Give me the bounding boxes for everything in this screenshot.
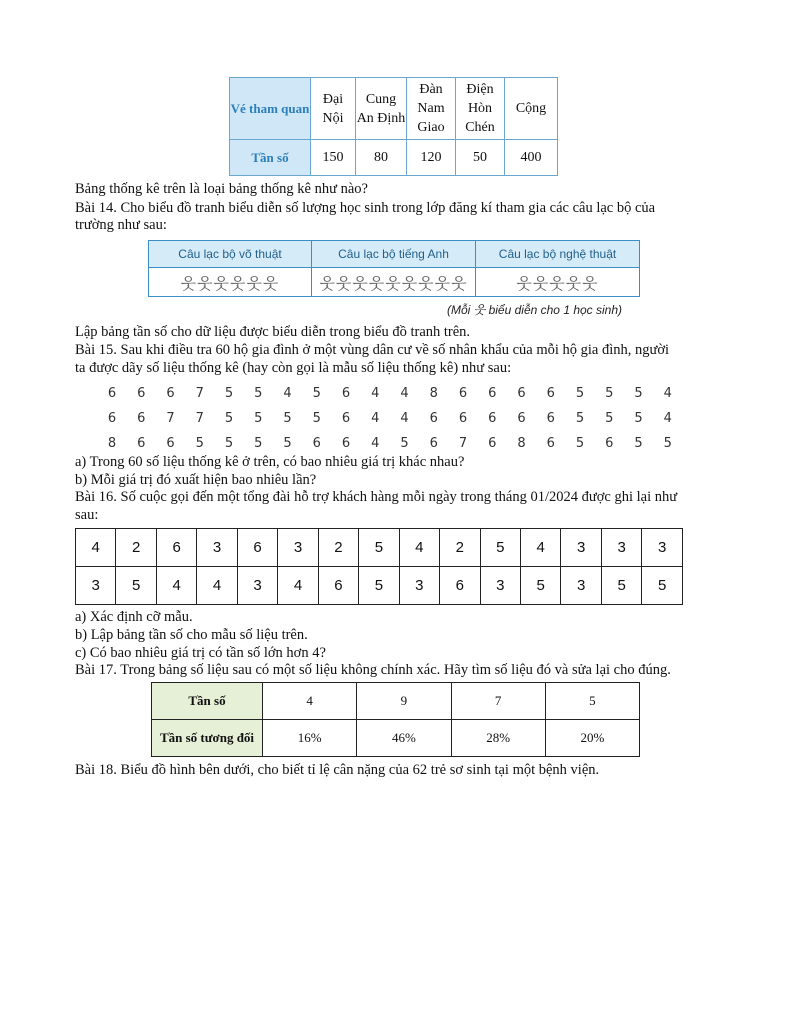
visit-value-cell: 50 <box>456 140 505 176</box>
calls-cell: 3 <box>76 567 116 605</box>
b16-c: c) Có bao nhiêu giá trị có tần số lớn hơn 4? <box>75 645 326 661</box>
calls-cell: 5 <box>601 567 641 605</box>
calls-cell: 3 <box>197 529 237 567</box>
household-value: 4 <box>371 386 380 401</box>
calls-cell: 3 <box>399 567 439 605</box>
calls-cell: 4 <box>197 567 237 605</box>
pictogram-note: (Mỗi 웃 biểu diễn cho 1 học sinh) <box>447 303 623 317</box>
household-value: 6 <box>341 411 351 426</box>
calls-data-table <box>75 528 683 605</box>
visit-frequency-table <box>229 77 558 176</box>
club-pictogram-table <box>148 240 640 297</box>
calls-row <box>76 529 683 567</box>
calls-cell: 5 <box>359 567 399 605</box>
household-value: 5 <box>283 411 292 426</box>
visit-header-cell: Cung An Định <box>356 78 407 140</box>
household-value: 5 <box>634 436 643 451</box>
household-value: 6 <box>166 386 175 401</box>
household-value: 5 <box>605 386 614 401</box>
household-value: 8 <box>517 436 526 451</box>
household-value: 6 <box>488 436 497 451</box>
calls-cell: 3 <box>237 567 277 605</box>
calls-cell: 6 <box>440 567 480 605</box>
household-value: 5 <box>575 386 585 401</box>
household-value: 6 <box>137 386 146 401</box>
visit-header-cell: Điện Hòn Chén <box>456 78 505 140</box>
household-value: 5 <box>254 411 263 426</box>
visit-header-label: Vé tham quan <box>230 78 311 140</box>
calls-cell: 2 <box>318 529 358 567</box>
household-value: 4 <box>663 411 672 426</box>
household-value: 5 <box>254 386 263 401</box>
household-value: 4 <box>371 411 380 426</box>
calls-row <box>76 567 683 605</box>
visit-value-cell: 150 <box>311 140 356 176</box>
household-value: 6 <box>341 386 351 401</box>
household-value: 5 <box>312 386 321 401</box>
visit-header-cell: Đàn Nam Giao <box>407 78 456 140</box>
visit-value-cell: 120 <box>407 140 456 176</box>
household-value: 6 <box>107 386 117 401</box>
household-value: 6 <box>488 411 497 426</box>
b16-a: a) Xác định cỡ mẫu. <box>75 609 193 625</box>
household-value: 6 <box>458 386 468 401</box>
b18-text: Bài 18. Biểu đồ hình bên dưới, cho biết tỉ lệ cân nặng của 62 trẻ sơ sinh tại một bệnh viện. <box>75 762 600 778</box>
household-value: 6 <box>546 436 555 451</box>
b16-line2: sau: <box>75 507 99 523</box>
person-icon: 웃웃웃웃웃웃 <box>180 275 280 293</box>
calls-cell: 3 <box>601 529 641 567</box>
calls-cell: 3 <box>561 567 601 605</box>
b15-a: a) Trong 60 số liệu thống kê ở trên, có bao nhiêu giá trị khác nhau? <box>75 454 465 470</box>
household-row <box>100 381 680 406</box>
household-value: 5 <box>224 411 234 426</box>
freq-cell: 9 <box>357 683 451 720</box>
calls-cell: 6 <box>318 567 358 605</box>
calls-cell: 5 <box>520 567 560 605</box>
household-value: 6 <box>429 411 438 426</box>
household-value: 5 <box>312 411 321 426</box>
household-value: 7 <box>195 386 204 401</box>
household-value: 5 <box>634 411 643 426</box>
household-value: 4 <box>371 436 380 451</box>
freq-cell: 4 <box>263 683 357 720</box>
household-value: 4 <box>663 386 672 401</box>
relfreq-cell: 20% <box>545 720 639 757</box>
calls-cell: 5 <box>359 529 399 567</box>
household-value: 6 <box>137 436 146 451</box>
b14-line2: trường như sau: <box>75 217 167 233</box>
household-value: 6 <box>341 436 351 451</box>
b14-task: Lập bảng tần số cho dữ liệu được biểu diễn trong biểu đồ tranh trên. <box>75 324 471 340</box>
relfreq-row-label: Tần số tương đối <box>152 720 263 757</box>
household-value: 6 <box>429 436 438 451</box>
club-header: Câu lạc bộ tiếng Anh <box>312 241 476 268</box>
household-value: 5 <box>254 436 263 451</box>
club-icons <box>312 268 476 297</box>
household-value: 4 <box>400 386 409 401</box>
club-header: Câu lạc bộ võ thuật <box>149 241 312 268</box>
household-value: 6 <box>137 411 146 426</box>
household-value: 7 <box>195 411 204 426</box>
calls-cell: 2 <box>116 529 156 567</box>
calls-cell: 4 <box>278 567 318 605</box>
household-value: 6 <box>517 386 526 401</box>
household-value: 6 <box>166 436 175 451</box>
household-value: 4 <box>283 386 292 401</box>
household-value: 6 <box>517 411 526 426</box>
visit-header-cell: Đại Nội <box>311 78 356 140</box>
household-value: 6 <box>546 411 555 426</box>
calls-cell: 3 <box>480 567 520 605</box>
relfreq-cell: 16% <box>263 720 357 757</box>
calls-cell: 4 <box>156 567 196 605</box>
household-value: 5 <box>575 436 585 451</box>
club-header: Câu lạc bộ nghệ thuật <box>476 241 640 268</box>
household-value: 5 <box>400 436 409 451</box>
calls-cell: 5 <box>642 567 683 605</box>
visit-header-cell: Cộng <box>505 78 558 140</box>
freq-cell: 7 <box>451 683 545 720</box>
household-value: 5 <box>634 386 643 401</box>
household-value: 8 <box>429 386 438 401</box>
club-icons <box>149 268 312 297</box>
calls-cell: 4 <box>399 529 439 567</box>
calls-cell: 5 <box>116 567 156 605</box>
b16-line1: Bài 16. Số cuộc gọi đến một tổng đài hỗ trợ khách hàng mỗi ngày trong tháng 01/2024 được ghi lại như <box>75 489 678 505</box>
calls-cell: 3 <box>278 529 318 567</box>
q13-text: Bảng thống kê trên là loại bảng thống kê như nào? <box>75 181 368 197</box>
calls-cell: 3 <box>561 529 601 567</box>
relfreq-cell: 46% <box>357 720 451 757</box>
household-value: 6 <box>488 386 497 401</box>
household-row <box>100 406 680 431</box>
relative-frequency-table <box>151 682 640 757</box>
freq-cell: 5 <box>545 683 639 720</box>
household-value: 5 <box>663 436 672 451</box>
calls-cell: 4 <box>76 529 116 567</box>
household-value: 4 <box>400 411 409 426</box>
household-value: 7 <box>166 411 175 426</box>
household-data-grid <box>100 381 680 456</box>
b15-line1: Bài 15. Sau khi điều tra 60 hộ gia đình ở một vùng dân cư về số nhân khẩu của mỗi hộ gia đình, người <box>75 342 670 358</box>
b15-b: b) Mỗi giá trị đó xuất hiện bao nhiêu lần? <box>75 472 317 488</box>
household-value: 5 <box>195 436 204 451</box>
household-value: 5 <box>605 411 614 426</box>
household-value: 6 <box>546 386 555 401</box>
household-value: 6 <box>458 411 468 426</box>
b15-line2: ta được dãy số liệu thống kê (hay còn gọi là mẫu số liệu thống kê) như sau: <box>75 360 512 376</box>
household-value: 6 <box>605 436 614 451</box>
calls-cell: 5 <box>480 529 520 567</box>
calls-cell: 6 <box>237 529 277 567</box>
calls-cell: 6 <box>156 529 196 567</box>
household-value: 6 <box>312 436 321 451</box>
visit-value-cell: 80 <box>356 140 407 176</box>
person-icon: 웃웃웃웃웃웃웃웃웃 <box>319 275 468 293</box>
calls-cell: 4 <box>520 529 560 567</box>
b17-text: Bài 17. Trong bảng số liệu sau có một số liệu không chính xác. Hãy tìm số liệu đó và sửa lại cho đúng. <box>75 662 671 678</box>
household-value: 6 <box>107 411 117 426</box>
visit-row-label: Tần số <box>230 140 311 176</box>
person-icon: 웃웃웃웃웃 <box>516 275 599 293</box>
household-value: 8 <box>107 436 117 451</box>
relfreq-cell: 28% <box>451 720 545 757</box>
household-row <box>100 431 680 456</box>
calls-cell: 3 <box>642 529 683 567</box>
b16-b: b) Lập bảng tần số cho mẫu số liệu trên. <box>75 627 308 643</box>
household-value: 5 <box>283 436 292 451</box>
freq-row-label: Tần số <box>152 683 263 720</box>
club-icons <box>476 268 640 297</box>
household-value: 5 <box>224 436 234 451</box>
calls-cell: 2 <box>440 529 480 567</box>
household-value: 5 <box>575 411 585 426</box>
visit-value-cell: 400 <box>505 140 558 176</box>
household-value: 7 <box>458 436 468 451</box>
household-value: 5 <box>224 386 234 401</box>
b14-line1: Bài 14. Cho biểu đồ tranh biểu diễn số lượng học sinh trong lớp đăng kí tham gia các câu lạc bộ của <box>75 200 656 216</box>
